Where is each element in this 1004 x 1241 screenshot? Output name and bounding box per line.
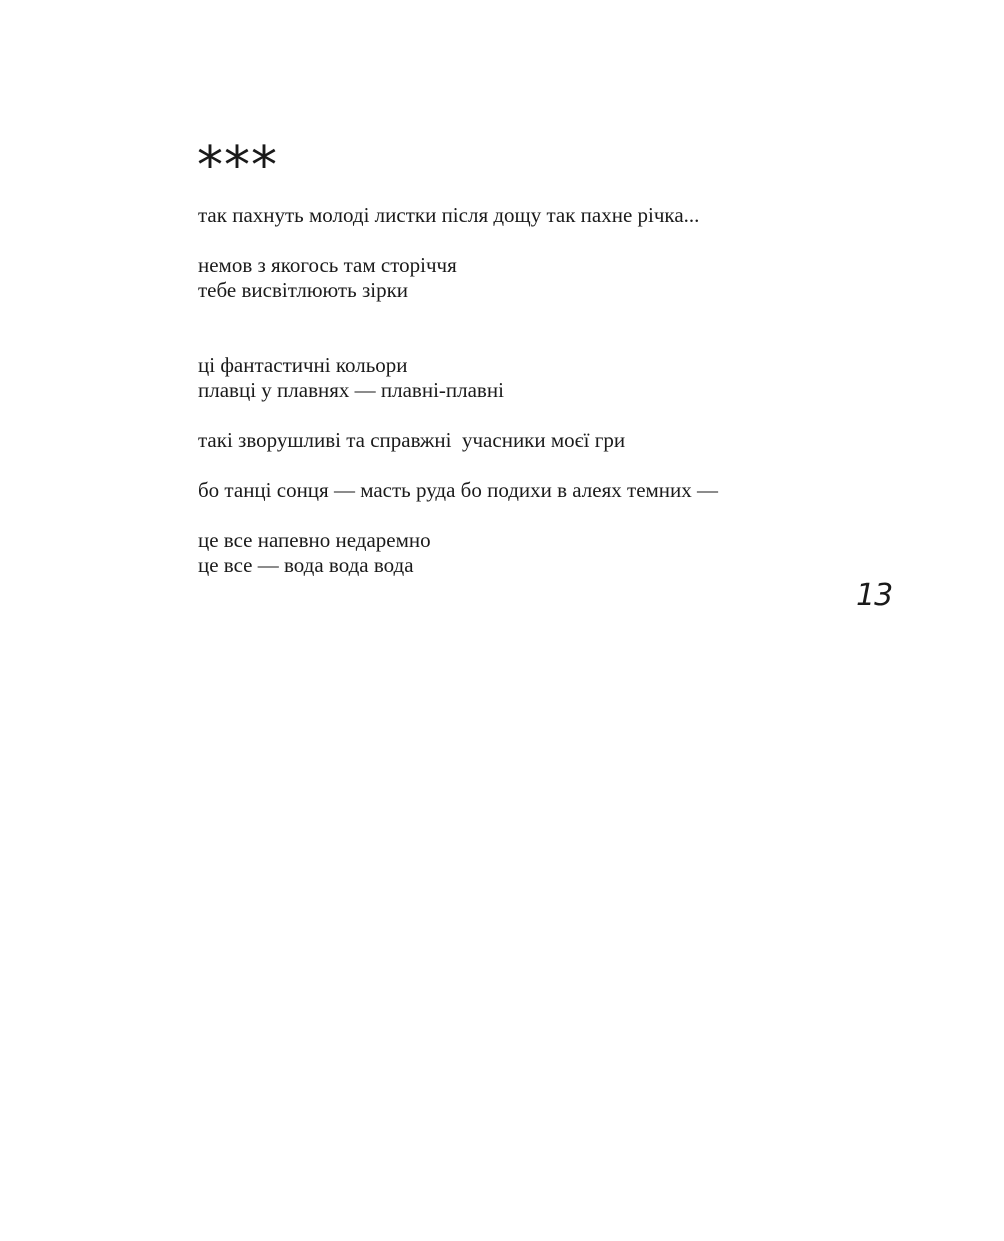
- stanza-5: [198, 478, 898, 503]
- poem-line: такі зворушливі та справжні учасники моєї гри: [198, 428, 626, 452]
- poem-line: це все напевно недаремно: [198, 528, 431, 552]
- stanza-2: [198, 253, 898, 303]
- stanza-1: [198, 203, 898, 228]
- poem-line: немов з якогось там сторіччя: [198, 253, 457, 277]
- poem-line: так пахнуть молоді листки після дощу так пахне річка...: [198, 203, 700, 227]
- poem-line: бо танці сонця — масть руда бо подихи в алеях темних —: [198, 478, 719, 502]
- poem-heading: ***: [197, 136, 278, 196]
- stanza-6: [198, 528, 898, 578]
- page-number: 13: [856, 578, 893, 613]
- stanza-4: [198, 428, 898, 453]
- poem-line: тебе висвітлюють зірки: [198, 278, 409, 302]
- poem-body: [198, 203, 898, 578]
- poem-line: ці фантастичні кольори: [198, 353, 408, 377]
- stanza-3: [198, 353, 898, 403]
- poem-line: плавці у плавнях — плавні-плавні: [198, 378, 504, 402]
- poem-line: це все — вода вода вода: [198, 553, 414, 577]
